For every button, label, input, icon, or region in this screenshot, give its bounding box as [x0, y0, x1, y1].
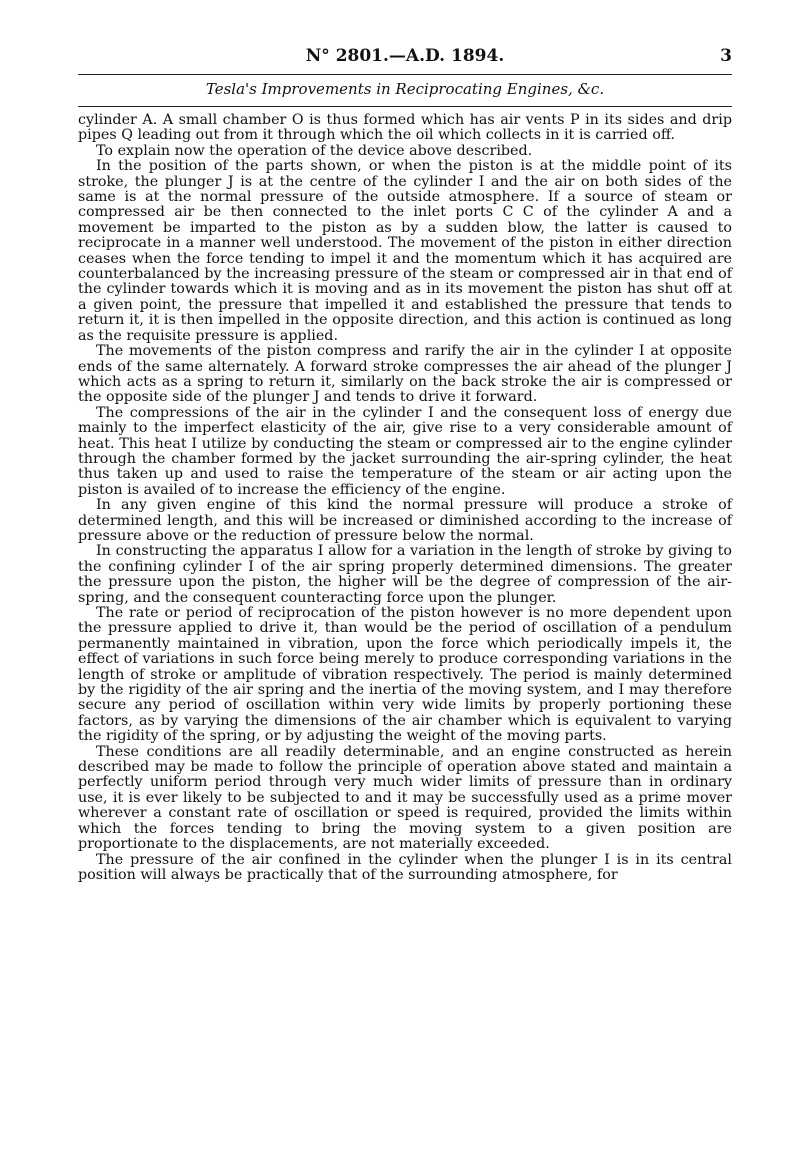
body-text	[78, 113, 732, 883]
patent-number: N° 2801.—A.D. 1894.	[305, 46, 505, 66]
paragraph-3: In the position of the parts shown, or when the piston is at the middle point of its stroke, the plunger J is at the centre of the cylinder I and the air on both sides of the same is at the normal pressure of the outside atmosphere. If a source of steam or compressed air be then connected to the inlet ports C C of the cylinder A and a movement be imparted to the piston as by a sudden blow, the latter is caused to reciprocate in a manner well understood. The movement of the piston in either direction ceases when the force tending to impel it and the momentum which it has acquired are counterbalanced by the increasing pressure of the steam or compressed air in that end of the cylinder towards which it is moving and as in its movement the piston has shut off at a given point, the pressure that impelled it and established the pressure that tends to return it, it is then impelled in the opposite direction, and this action is continued as long as the requisite pressure is applied.	[78, 158, 732, 344]
paragraph-4: The movements of the piston compress and rarify the air in the cylinder I at opposite ends of the same alternately. A forward stroke compresses the air ahead of the plunger J which acts as a spring to return it, similarly on the back stroke the air is compressed or the opposite side of the plunger J and tends to drive it forward.	[78, 343, 732, 406]
paragraph-6: In any given engine of this kind the normal pressure will produce a stroke of determined length, and this will be increased or diminished according to the increase of pressure above or the reduction of pressure below the normal.	[78, 497, 732, 544]
paragraph-10: The pressure of the air confined in the cylinder when the plunger I is in its central position will always be practically that of the surrounding atmosphere, for	[78, 851, 732, 883]
paragraph-7: In constructing the apparatus I allow for a variation in the length of stroke by giving to the confining cylinder I of the air spring properly determined dimensions. The greater the pressure upon the piston, the higher will be the degree of compression of the air-spring, and the consequent counteracting force upon the plunger.	[78, 543, 732, 606]
header-rule-top	[78, 74, 732, 75]
paragraph-5: The compressions of the air in the cylinder I and the consequent loss of energy due mainly to the imperfect elasticity of the air, give rise to a very considerable amount of heat. This heat I utilize by conducting the steam or compressed air to the engine cylinder through the chamber formed by the jacket surrounding the air-spring cylinder, the heat thus taken up and used to raise the temperature of the steam or air acting upon the piston is availed of to increase the efficiency of the engine.	[78, 404, 732, 498]
paragraph-9: These conditions are all readily determinable, and an engine constructed as herein described may be made to follow the principle of operation above stated and maintain a perfectly uniform period through very much wider limits of pressure than in ordinary use, it is ever likely to be subjected to and it may be successfully used as a prime mover wherever a constant rate of oscillation or speed is required, provided the limits within which the forces tending to bring the moving system to a given position are proportionate to the displacements, are not materially exceeded.	[78, 743, 732, 853]
paragraph-8: The rate or period of reciprocation of the piston however is no more dependent upon the pressure applied to drive it, than would be the period of oscillation of a pendulum permanently maintained in vibration, upon the force which periodically impels it, the effect of variations in such force being merely to produce corresponding variations in the length of stroke or amplitude of vibration respectively. The period is mainly determined by the rigidity of the air spring and the inertia of the moving system, and I may therefore secure any period of oscillation within very wide limits by properly portioning these factors, as by varying the dimensions of the air chamber which is equivalent to varying the rigidity of the spring, or by adjusting the weight of the moving parts.	[78, 605, 732, 745]
paragraph-1: cylinder A. A small chamber O is thus formed which has air vents P in its sides and drip pipes Q leading out from it through which the oil which collects in it is carried off.	[78, 112, 732, 144]
page-header	[78, 46, 732, 72]
page-number: 3	[720, 46, 732, 66]
running-title: Tesla's Improvements in Reciprocating Engines, &c.	[205, 80, 605, 98]
header-rule-bottom	[78, 106, 732, 107]
paragraph-2: To explain now the operation of the device above described.	[96, 142, 533, 159]
